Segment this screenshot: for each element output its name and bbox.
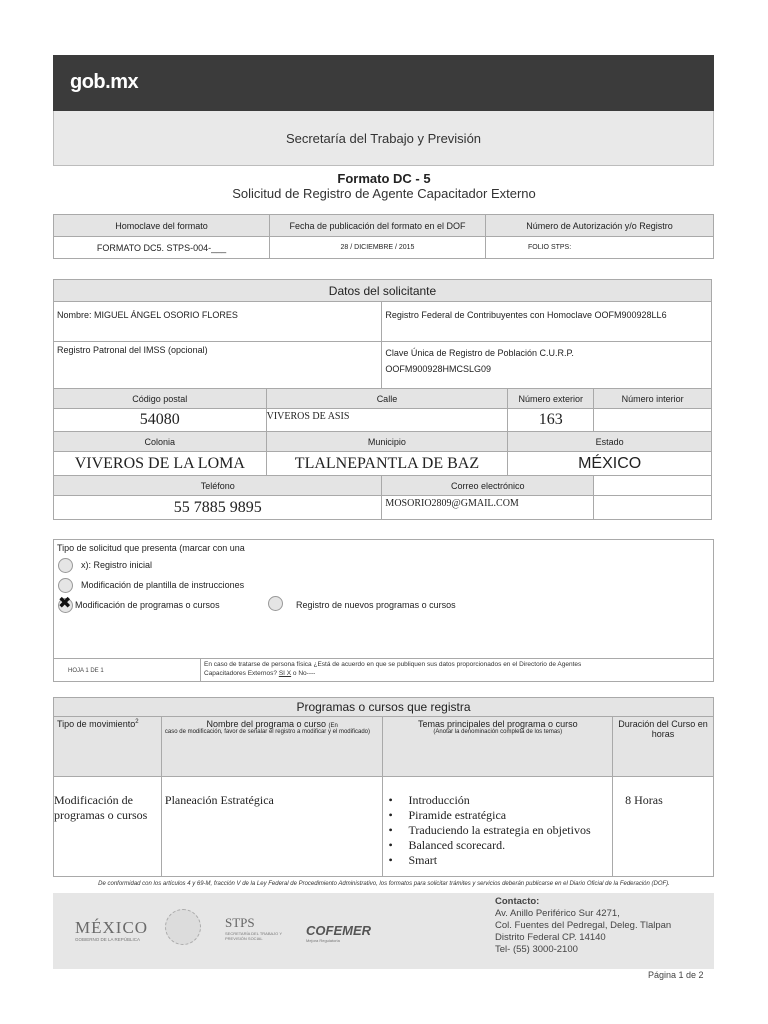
tema-item: • Smart [386,853,609,868]
cofemer-logo-sub: Mejora Regulatoria [306,938,340,943]
nombre-programa-header: Nombre del programa o curso (En caso de modificación, favor de señalar el registro a modificar y el modificado) [161,717,383,777]
contact-block [495,896,671,956]
empty-cell [594,476,712,496]
contact-line: Tel- (55) 3000-2100 [495,944,578,955]
telefono-label: Teléfono [54,476,382,496]
fecha-value: 28 / DICIEMBRE / 2015 [270,237,486,259]
temas-header: Temas principales del programa o curso (Anotar la denominación completa de los temas) [383,717,613,777]
curp-value: OOFM900928HMCSLG09 [385,364,491,374]
contact-line: Av. Anillo Periférico Sur 4271, [495,908,620,919]
contact-line: Distrito Federal CP. 14140 [495,932,606,943]
cofemer-logo: COFEMER [306,923,371,938]
tema-item: • Piramide estratégica [386,808,609,823]
estado-label: Estado [508,432,712,452]
footer-band [53,893,714,969]
legal-note: De conformidad con los artículos 4 y 69-M, fracción V de la Ley Federal de Procedimiento Administrativo, los formatos para solicitar trámites y servicios deberán publicarse en el Diario Oficial de la Federación (DOF). [98,881,670,887]
calle-label: Calle [266,389,508,409]
gobmx-logo: gob.mx [70,71,139,93]
mexico-logo-sub: GOBIERNO DE LA REPÚBLICA [75,937,141,942]
colonia-label: Colonia [54,432,267,452]
solicitud-footer [54,658,713,682]
solicitud-box [53,539,714,682]
registro-inicial-label: x): Registro inicial [81,560,153,570]
num-ext-value: 163 [508,409,594,432]
hoja-label: HOJA 1 DE 1 [68,668,104,674]
tema-item: • Traduciendo la estrategia en objetivos [386,823,609,838]
folio-value: FOLIO STPS: [486,237,714,259]
solicitud-intro: Tipo de solicitud que presenta (marcar con una [57,543,245,553]
stps-logo: STPS [225,915,255,930]
nombre-programa-value: Planeación Estratégica [161,777,383,877]
registro-inicial-radio[interactable] [58,558,73,573]
empty-cell-2 [594,496,712,520]
duracion-header: Duración del Curso en horas [613,717,714,777]
secretaria-title: Secretaría del Trabajo y Previsión [285,130,482,146]
secretaria-bar [53,111,714,166]
contact-title: Contacto: [495,896,540,907]
num-ext-label: Número exterior [508,389,594,409]
telefono-value: 55 7885 9895 [54,496,382,520]
curp-label: Clave Única de Registro de Población C.U.R.P. [385,348,574,358]
header-bar [53,55,714,111]
programas-title: Programas o cursos que registra [54,698,714,717]
fecha-header: Fecha de publicación del formato en el DOF [270,215,486,237]
modificacion-plantilla-radio[interactable] [58,578,73,593]
correo-value: MOSORIO2809@GMAIL.COM [382,496,594,520]
num-int-value [594,409,712,432]
tipo-movimiento-header: Tipo de movimiento$^2$ [54,717,162,777]
programas-table [53,697,714,877]
homoclave-header: Homoclave del formato [54,215,270,237]
nombre-field: Nombre: MIGUEL ÁNGEL OSORIO FLORES [54,302,382,342]
nuevos-programas-radio[interactable] [268,596,283,611]
rfc-field: Registro Federal de Contribuyentes con Homoclave OOFM900928LL6 [382,302,712,342]
solicitante-title: Datos del solicitante [54,280,712,302]
consent-line-2 [204,669,710,678]
mexico-logo: MÉXICO [75,918,149,937]
curp-cell [382,342,712,389]
contact-line: Col. Fuentes del Pedregal, Deleg. Tlalpan [495,920,672,931]
tema-item: • Balanced scorecard. [386,838,609,853]
cp-label: Código postal [54,389,267,409]
municipio-label: Municipio [266,432,508,452]
format-info-table [53,214,714,259]
municipio-value: TLALNEPANTLA DE BAZ [266,452,508,476]
page-number: Página 1 de 2 [648,970,704,980]
modificacion-plantilla-label: Modificación de plantilla de instrucciones [81,580,245,590]
temas-list [383,777,613,877]
form-title: Formato DC - 5 [337,171,431,186]
consent-si: SI X [278,670,292,678]
estado-value: MÉXICO [508,452,712,476]
consent-no: o No---- [292,670,316,678]
modificacion-programas-label: Modificación de programas o cursos [75,600,220,610]
imss-field: Registro Patronal del IMSS (opcional) [54,342,382,389]
consent-text [200,659,713,682]
x-mark-icon: ✖ [58,595,72,612]
tema-item: • Introducción [386,793,609,808]
consent-question: Capacitadores Externos? [204,670,277,678]
autorizacion-header: Número de Autorización y/o Registro [486,215,714,237]
homoclave-value: FORMATO DC5. STPS-004-___ [54,237,270,259]
correo-label: Correo electrónico [382,476,594,496]
stps-logo-sub: SECRETARÍA DEL TRABAJO Y PREVISIÓN SOCIAL [225,931,282,941]
tipo-movimiento-value: Modificación de programas o cursos [54,777,162,877]
duracion-value: 8 Horas [613,777,714,877]
national-seal-icon [165,909,201,945]
num-int-label: Número interior [594,389,712,409]
consent-line-1: En caso de tratarse de persona física ¿Está de acuerdo en que se publiquen sus datos proporcionados en el Directorio de Agentes [204,661,582,668]
solicitante-table [53,279,712,520]
form-subtitle: Solicitud de Registro de Agente Capacitador Externo [232,186,536,201]
nuevos-programas-label: Registro de nuevos programas o cursos [296,600,456,610]
cp-value: 54080 [54,409,267,432]
colonia-value: VIVEROS DE LA LOMA [54,452,267,476]
calle-value: VIVEROS DE ASIS [266,409,508,432]
